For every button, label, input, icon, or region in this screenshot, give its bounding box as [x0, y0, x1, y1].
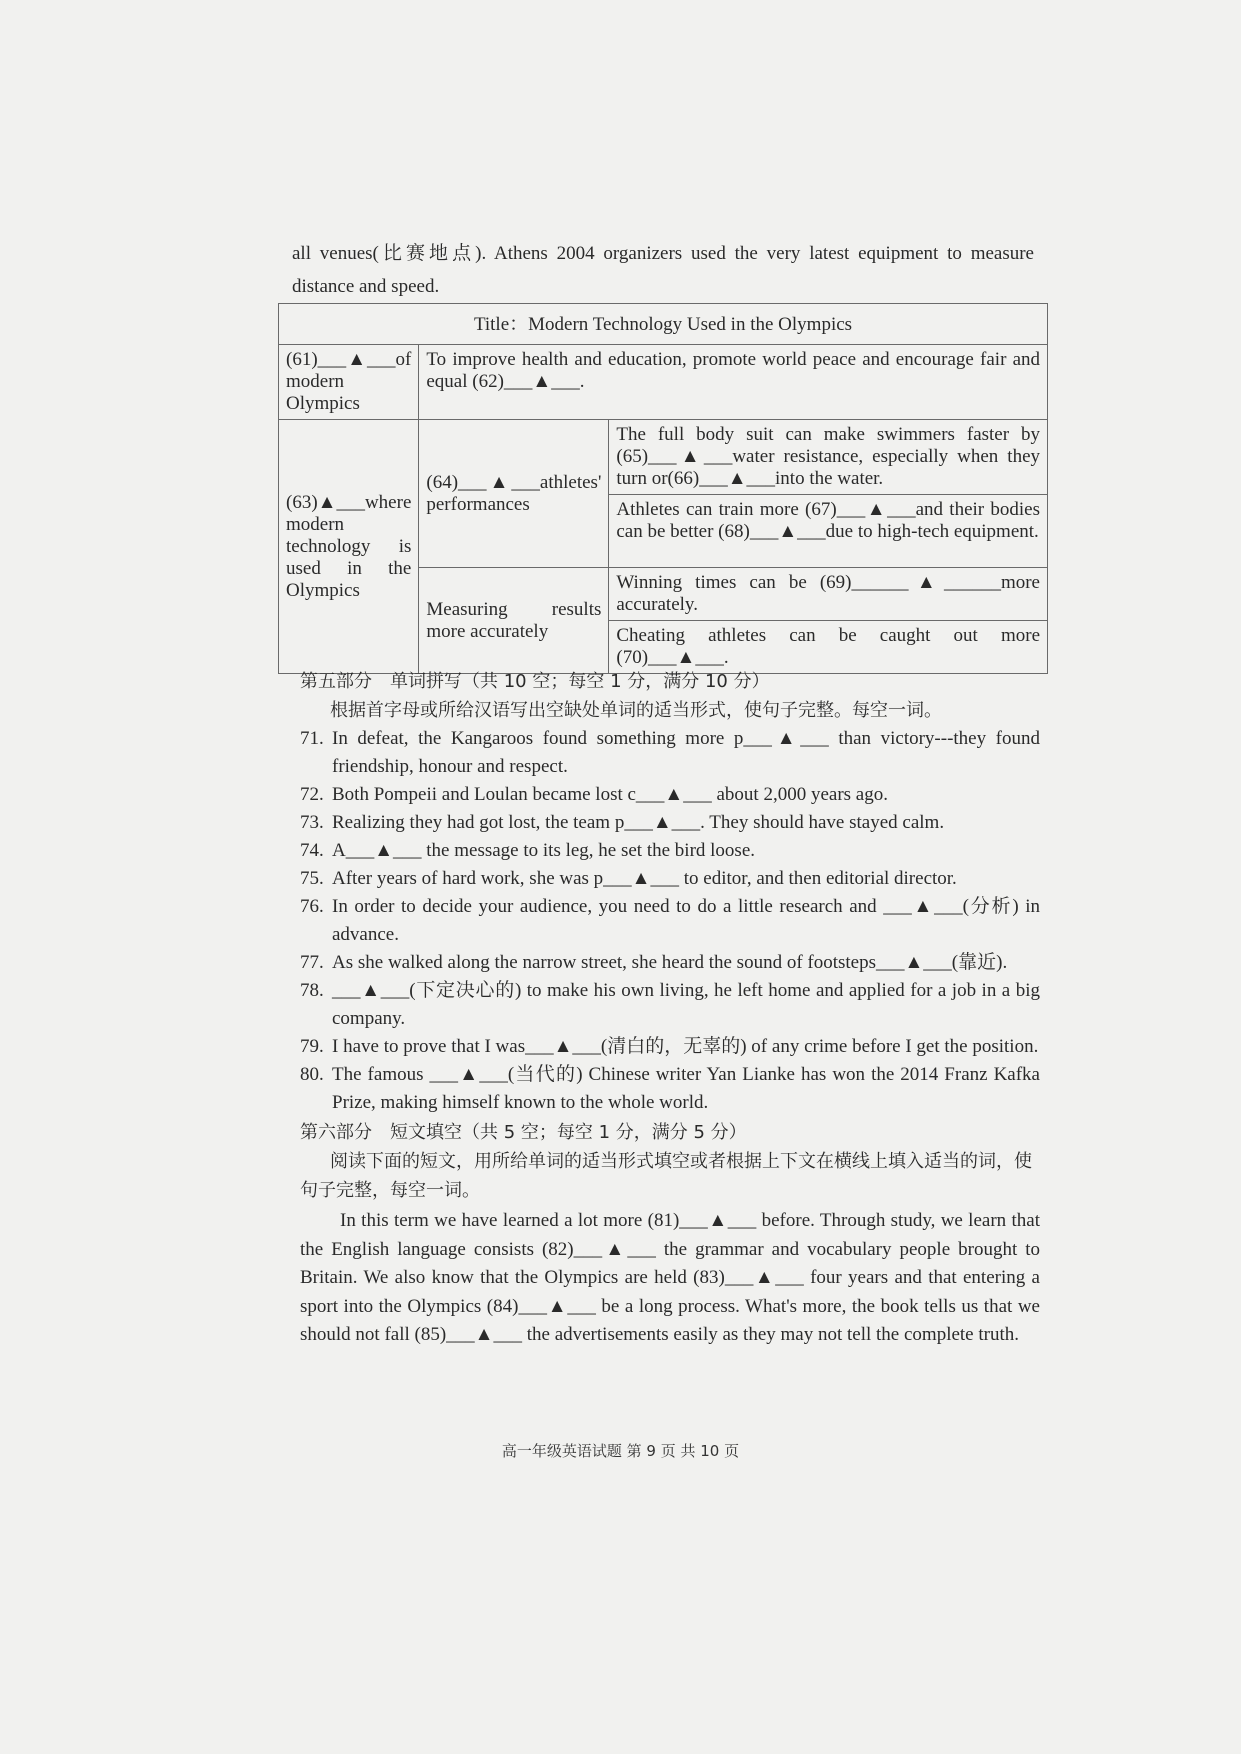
- page-footer: 高一年级英语试题 第 9 页 共 10 页: [501, 1442, 740, 1460]
- question-74: [300, 837, 1040, 865]
- question-number: 73.: [300, 812, 324, 833]
- intro-paragraph: all venues(比赛地点). Athens 2004 organizers used the very latest equipment to measure distance and speed.: [292, 243, 1034, 297]
- cell-62: To improve health and education, promote world peace and encourage fair and equal (62)___▲___.: [419, 345, 1048, 420]
- question-text: A___▲___ the message to its leg, he set the bird loose.: [332, 840, 756, 861]
- question-number: 75.: [300, 868, 324, 889]
- question-number: 77.: [300, 952, 324, 973]
- question-number: 72.: [300, 784, 324, 805]
- part5-heading: [300, 668, 1040, 696]
- question-text: Both Pompeii and Loulan became lost c___▲___ about 2,000 years ago.: [332, 784, 888, 805]
- question-76: [300, 893, 1040, 949]
- olympics-table: [278, 303, 1048, 674]
- question-text: ___▲___(下定决心的) to make his own living, he left home and applied for a job in a big company.: [332, 980, 1040, 1029]
- part5-items: [300, 725, 1040, 1117]
- question-text: I have to prove that I was___▲___(清白的，无辜的) of any crime before I get the position.: [332, 1036, 1039, 1057]
- cell-63: (63)▲___where modern technology is used in the Olympics: [279, 420, 419, 674]
- part5-instruction: 根据首字母或所给汉语写出空缺处单词的适当形式，使句子完整。每空一词。: [330, 700, 942, 721]
- part6-heading-text: 短文填空（共 5 空；每空 1 分，满分 5 分）: [390, 1122, 747, 1143]
- question-number: 74.: [300, 840, 324, 861]
- question-text: In defeat, the Kangaroos found something more p___▲___ than victory---they found friendship, honour and respect.: [332, 728, 1040, 777]
- part5-section: [300, 668, 1040, 1350]
- part6-heading: [300, 1119, 1040, 1147]
- question-number: 80.: [300, 1064, 324, 1085]
- question-77: [300, 949, 1040, 977]
- part6-instruction: 阅读下面的短文，用所给单词的适当形式填空或者根据上下文在横线上填入适当的词，使句子完整，每空一词。: [300, 1151, 1032, 1201]
- table-title: Title：Modern Technology Used in the Olympics: [279, 304, 1048, 345]
- question-71: [300, 725, 1040, 781]
- part6-passage: In this term we have learned a lot more (81)___▲___ before. Through study, we learn that the English language consists (82)___▲___ the grammar and vocabulary people brought to Britain. We also know that the Olympics are held (83)___▲___ four years and that entering a sport into the Olympics (84)___▲___ be a long process. What's more, the book tells us that we should not fall (85)___▲___ the advertisements easily as they may not tell the complete truth.: [300, 1210, 1040, 1345]
- part6-heading-label: 第六部分: [300, 1122, 372, 1143]
- cell-70: Cheating athletes can be caught out more (70)___▲___.: [609, 621, 1048, 674]
- question-number: 71.: [300, 728, 324, 749]
- question-text: The famous ___▲___(当代的) Chinese writer Yan Lianke has won the 2014 Franz Kafka Prize, making himself known to the whole world.: [332, 1064, 1040, 1113]
- question-text: In order to decide your audience, you need to do a little research and ___▲___(分析) in advance.: [332, 896, 1040, 945]
- question-79: [300, 1033, 1040, 1061]
- question-78: [300, 977, 1040, 1033]
- question-text: Realizing they had got lost, the team p___▲___. They should have stayed calm.: [332, 812, 945, 833]
- cell-64: (64)___▲___athletes' performances: [419, 420, 609, 568]
- question-number: 78.: [300, 980, 324, 1001]
- cell-65-66: The full body suit can make swimmers faster by (65)___▲___water resistance, especially when they turn or(66)___▲___into the water.: [609, 420, 1048, 495]
- question-number: 76.: [300, 896, 324, 917]
- question-73: [300, 809, 1040, 837]
- question-text: As she walked along the narrow street, she heard the sound of footsteps___▲___(靠近).: [332, 952, 1008, 973]
- cell-61: (61)___▲___of modern Olympics: [279, 345, 419, 420]
- part5-heading-label: 第五部分: [300, 671, 372, 692]
- question-72: [300, 781, 1040, 809]
- part5-heading-text: 单词拼写（共 10 空；每空 1 分，满分 10 分）: [390, 671, 770, 692]
- question-text: After years of hard work, she was p___▲___ to editor, and then editorial director.: [332, 868, 957, 889]
- cell-measuring: Measuring results more accurately: [419, 568, 609, 674]
- cell-67-68: Athletes can train more (67)___▲___and their bodies can be better (68)___▲___due to high-tech equipment.: [609, 495, 1048, 568]
- question-75: [300, 865, 1040, 893]
- question-number: 79.: [300, 1036, 324, 1057]
- question-80: [300, 1061, 1040, 1117]
- cell-69: Winning times can be (69)______▲______more accurately.: [609, 568, 1048, 621]
